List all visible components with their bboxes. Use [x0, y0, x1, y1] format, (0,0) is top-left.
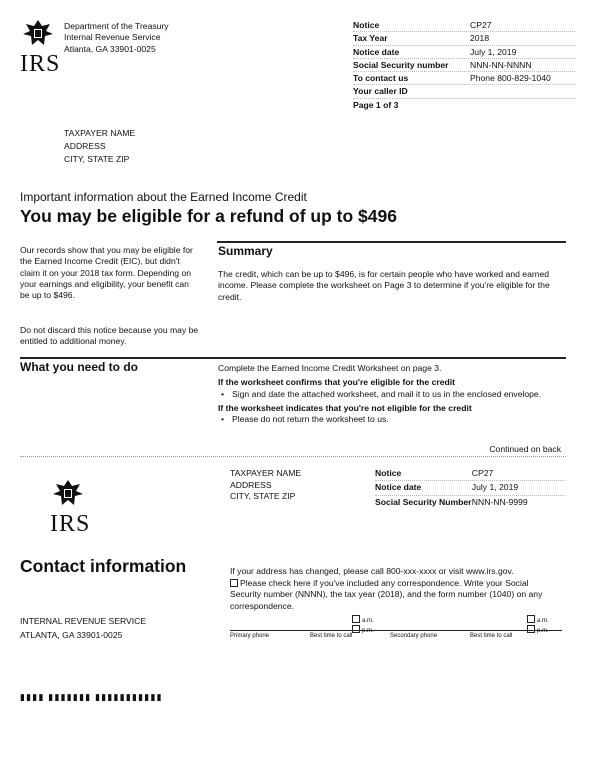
todo-content — [218, 363, 563, 425]
left-column-para1: Our records show that you may be eligible for the Earned Income Credit (EIC), but didn't claim it on your 2018 tax form. Depending on your earnings and eligibility, your benefit can be up to $496. — [20, 245, 193, 301]
ssn-label: Social Security number — [353, 59, 449, 70]
am-label: a.m. — [362, 618, 374, 624]
barcode: ▮▮▮▮ ▮▮▮▮▮▮▮ ▮▮▮▮▮▮▮▮▮▮▮ — [20, 692, 163, 702]
todo-divider — [20, 357, 566, 359]
best-time-label[interactable]: Best time to call — [310, 633, 353, 639]
correspondence-checkbox-row — [230, 578, 560, 612]
agency-line3: Atlanta, GA 33901-0025 — [64, 43, 156, 54]
summary-divider — [217, 241, 566, 243]
irs-address-line1: INTERNAL REVENUE SERVICE — [20, 616, 147, 626]
notice-row — [353, 99, 575, 111]
notice-value: CP27 — [470, 20, 492, 30]
caller-id-label: Your caller ID — [353, 86, 408, 97]
phone-field-line — [230, 630, 562, 631]
tax-year-value: 2018 — [470, 33, 490, 44]
notice-row — [353, 46, 575, 59]
stub-notice-row — [375, 467, 565, 481]
stub-notice-value: CP27 — [471, 468, 494, 478]
eligible-heading: If the worksheet confirms that you're eligible for the credit — [218, 377, 455, 388]
primary-phone-label[interactable]: Primary phone — [230, 633, 270, 639]
stub-notice-row — [375, 481, 565, 495]
contact-heading: Contact information — [20, 556, 187, 576]
stub-taxpayer-city: CITY, STATE ZIP — [230, 491, 296, 501]
am-checkbox-2[interactable] — [527, 615, 535, 623]
stub-ssn-label: Social Security Number — [375, 496, 472, 507]
irs-logo-text: IRS — [20, 51, 61, 77]
notice-row — [353, 32, 575, 45]
stub-irs-logo — [50, 478, 90, 538]
notice-row — [353, 19, 575, 32]
agency-line2: Internal Revenue Service — [64, 32, 161, 43]
pm-label: p.m. — [362, 628, 374, 634]
secondary-phone-label[interactable]: Secondary phone — [390, 633, 438, 639]
page-title: You may be eligible for a refund of up to $496 — [20, 206, 397, 226]
correspondence-text: Please check here if you've included any correspondence. Write your Social Security number (NNNN), the tax year (2018), and the form number (1040) on any correspondence. — [230, 578, 543, 611]
pm-checkbox-2[interactable] — [527, 625, 535, 633]
ssn-value: NNN-NN-NNNN — [470, 59, 532, 70]
stub-date-value: July 1, 2019 — [471, 482, 519, 493]
eagle-seal-icon — [20, 18, 56, 48]
todo-line1: Complete the Earned Income Credit Worksheet on page 3. — [218, 363, 442, 373]
taxpayer-name: TAXPAYER NAME — [64, 128, 136, 138]
taxpayer-street: ADDRESS — [64, 141, 106, 151]
intro-subtitle: Important information about the Earned Income Credit — [20, 190, 307, 204]
left-column-para2: Do not discard this notice because you may be entitled to additional money. — [20, 325, 199, 347]
stub-irs-logo-text: IRS — [50, 511, 91, 537]
stub-taxpayer-name: TAXPAYER NAME — [230, 468, 302, 478]
eagle-seal-icon — [50, 478, 86, 508]
pm-checkbox-1[interactable] — [352, 625, 360, 633]
stub-date-label: Notice date — [375, 482, 422, 493]
irs-address-line2: ATLANTA, GA 33901-0025 — [20, 629, 123, 640]
agency-line1: Department of the Treasury — [64, 21, 169, 31]
page-value — [470, 99, 574, 111]
tax-year-label: Tax Year — [353, 33, 388, 44]
contact-label: To contact us — [353, 73, 409, 84]
taxpayer-city: CITY, STATE ZIP — [64, 154, 130, 164]
notice-table — [353, 19, 575, 111]
agency-address — [64, 21, 169, 55]
am-label: a.m. — [537, 618, 549, 624]
caller-id-value — [470, 85, 574, 97]
not-eligible-heading: If the worksheet indicates that you're not eligible for the credit — [218, 402, 472, 413]
eligible-bullet: • Sign and date the attached worksheet, and mail it to us in the enclosed envelope. — [218, 389, 563, 400]
page-label: Page 1 of 3 — [353, 99, 399, 110]
irs-mailing-address — [20, 615, 146, 642]
am-pm-1 — [352, 615, 374, 635]
stub-ssn-value: NNN-NN-9999 — [471, 496, 528, 507]
notice-date-label: Notice date — [353, 46, 400, 57]
continued-on-back: Continued on back — [489, 444, 561, 454]
best-time-label-2[interactable]: Best time to call — [470, 633, 513, 639]
am-checkbox-1[interactable] — [352, 615, 360, 623]
summary-heading: Summary — [218, 244, 273, 258]
am-pm-2 — [527, 615, 549, 635]
stub-notice-table — [375, 467, 565, 509]
contact-value: Phone 800-829-1040 — [470, 73, 551, 84]
notice-date-value: July 1, 2019 — [470, 46, 517, 57]
correspondence-checkbox[interactable] — [230, 579, 238, 587]
taxpayer-address — [64, 127, 135, 166]
summary-text: The credit, which can be up to $496, is for certain people who have worked and earned income. Please complete the worksheet on Page 3 to determine if you're eligible for the credit. — [218, 269, 550, 302]
notice-row — [353, 72, 575, 85]
todo-heading: What you need to do — [20, 360, 138, 374]
notice-label: Notice — [353, 20, 380, 30]
notice-row — [353, 59, 575, 72]
notice-row — [353, 85, 575, 98]
tear-line — [20, 456, 566, 457]
stub-notice-label: Notice — [375, 468, 402, 478]
address-change-text: If your address has changed, please call 800-xxx-xxxx or visit www.irs.gov. — [230, 566, 514, 576]
stub-taxpayer-street: ADDRESS — [230, 479, 272, 490]
stub-taxpayer — [230, 468, 301, 503]
pm-label: p.m. — [537, 628, 549, 634]
stub-notice-row — [375, 496, 565, 509]
irs-logo — [20, 18, 60, 78]
not-eligible-bullet: • Please do not return the worksheet to us. — [218, 414, 563, 425]
